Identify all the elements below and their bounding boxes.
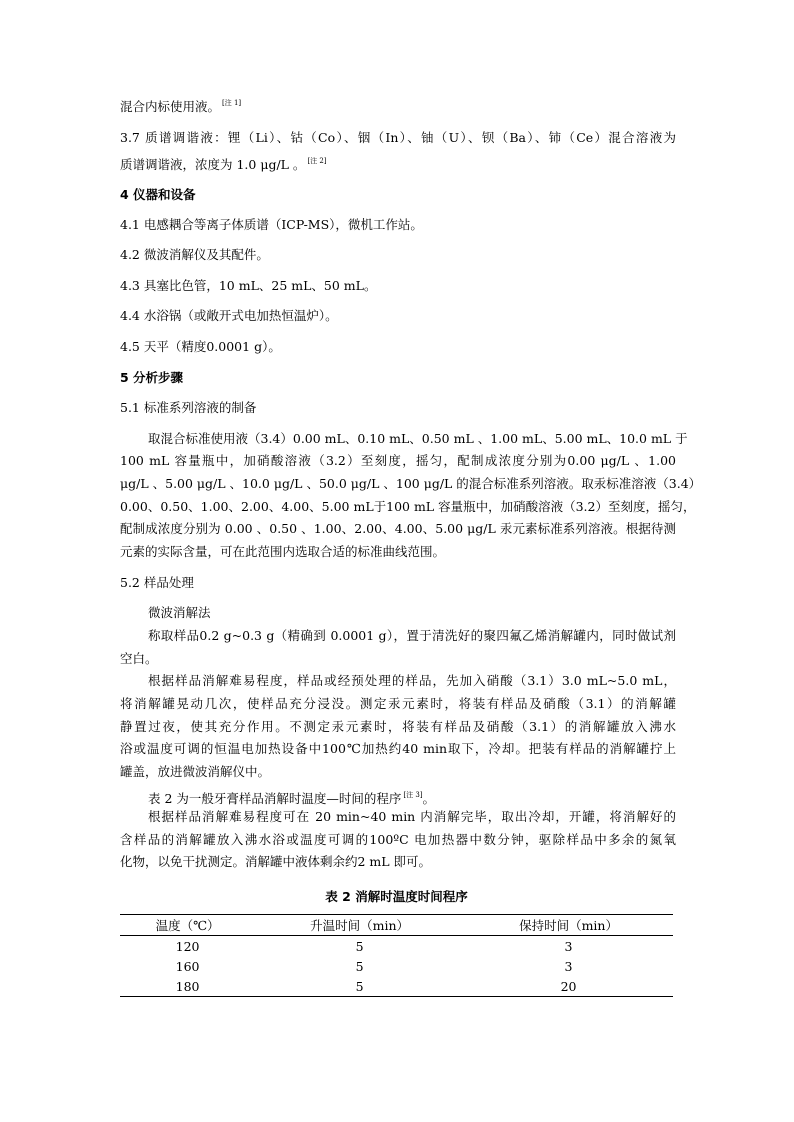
body-line: μg/L 、5.00 μg/L 、10.0 μg/L 、50.0 μg/L 、100 μg/L 的混合标准系列溶液。取汞标准溶液（3.4） — [120, 476, 702, 491]
table-cell: 20 — [560, 978, 577, 994]
text-span: 表 2 为一般牙膏样品消解时温度—时间的程序 — [148, 791, 402, 806]
table-cell: 5 — [355, 958, 364, 974]
subsection-heading: 5.2 样品处理 — [120, 575, 194, 590]
body-line: 静置过夜，使其充分作用。不测定汞元素时，将装有样品及硝酸（3.1）的消解罐放入沸水 — [120, 719, 676, 734]
body-line: 含样品的消解罐放入沸水浴或温度可调的100ºC 电加热器中数分钟，驱除样品中多余的氮氧 — [120, 832, 676, 847]
footnote-ref: [注 3] — [403, 791, 423, 799]
body-line: 空白。 — [120, 651, 158, 666]
table-cell: 5 — [355, 938, 364, 954]
section-heading: 4 仪器和设备 — [120, 187, 196, 202]
table-cell: 120 — [175, 938, 200, 954]
body-line: 3.7 质谱调谐液：锂（Li）、钴（Co）、铟（In）、铀（U）、钡（Ba）、铈（Ce）混合溶液为 — [120, 130, 676, 145]
body-line: 浴或温度可调的恒温电加热设备中100℃加热约40 min取下，冷却。把装有样品的消解罐拧上 — [120, 741, 676, 756]
footnote-ref: [注 1] — [222, 99, 242, 107]
subsection-line: 4.2 微波消解仪及其配件。 — [120, 247, 269, 262]
subsection-line: 4.1 电感耦合等离子体质谱（ICP-MS），微机工作站。 — [120, 217, 423, 232]
body-line: 将消解罐晃动几次，使样品充分浸没。测定汞元素时，将装有样品及硝酸（3.1）的消解罐 — [120, 696, 676, 711]
section-heading: 5 分析步骤 — [120, 370, 184, 385]
table-cell: 3 — [564, 938, 573, 954]
table-cell: 3 — [564, 958, 573, 974]
body-line: 称取样品0.2 g~0.3 g（精确到 0.0001 g），置于清洗好的聚四氟乙烯消解罐内，同时做试剂 — [148, 628, 676, 643]
body-line: 元素的实际含量，可在此范围内选取合适的标准曲线范围。 — [120, 544, 446, 559]
data-table — [120, 914, 673, 997]
subsection-line: 4.4 水浴锅（或敞开式电加热恒温炉）。 — [120, 308, 338, 323]
text-span: 。 — [422, 791, 436, 806]
body-line: 配制成浓度分别为 0.00 、0.50 、1.00、2.00、4.00、5.00 μg/L 汞元素标准系列溶液。根据待测 — [120, 521, 676, 536]
subsection-line: 4.3 具塞比色管，10 mL、25 mL、50 mL。 — [120, 278, 377, 293]
table-cell: 160 — [175, 958, 200, 974]
subsection-heading: 5.1 标准系列溶液的制备 — [120, 400, 257, 415]
body-line — [120, 153, 676, 173]
column-header: 升温时间（min） — [310, 918, 410, 933]
body-line: 微波消解法 — [148, 605, 211, 620]
body-line: 取混合标准使用液（3.4）0.00 mL、0.10 mL、0.50 mL 、1.00 mL、5.00 mL、10.0 mL 于 — [148, 431, 688, 446]
body-line: 100 mL 容量瓶中，加硝酸溶液（3.2）至刻度，摇匀，配制成浓度分别为0.00 μg/L 、1.00 — [120, 453, 676, 468]
body-line: 根据样品消解难易程度，样品或经预处理的样品，先加入硝酸（3.1）3.0 mL~5.0 mL， — [148, 673, 676, 688]
table-caption: 表 2 消解时温度时间程序 — [325, 889, 468, 904]
column-header: 温度（℃） — [155, 918, 220, 933]
table-cell: 180 — [175, 978, 200, 994]
body-line: 根据样品消解难易程度可在 20 min~40 min 内消解完毕，取出冷却，开罐，将消解好的 — [148, 809, 676, 824]
table-row — [120, 956, 673, 976]
body-line: 化物，以免干扰测定。消解罐中液体剩余约2 mL 即可。 — [120, 854, 432, 869]
table-cell: 5 — [355, 978, 364, 994]
subsection-line: 4.5 天平（精度0.0001 g）。 — [120, 339, 281, 354]
body-line — [120, 95, 676, 115]
text-span: 质谱调谐液，浓度为 1.0 μg/L 。 — [120, 157, 306, 172]
table-row — [120, 976, 673, 997]
table-header-row — [120, 915, 673, 936]
column-header: 保持时间（min） — [519, 918, 618, 933]
body-line — [148, 787, 676, 807]
body-line: 罐盖，放进微波消解仪中。 — [120, 764, 271, 779]
table-row — [120, 936, 673, 957]
text-span: 混合内标使用液。 — [120, 99, 221, 114]
footnote-ref: [注 2] — [307, 157, 327, 165]
body-line: 0.00、0.50、1.00、2.00、4.00、5.00 mL于100 mL 容量瓶中，加硝酸溶液（3.2）至刻度，摇匀， — [120, 499, 696, 514]
